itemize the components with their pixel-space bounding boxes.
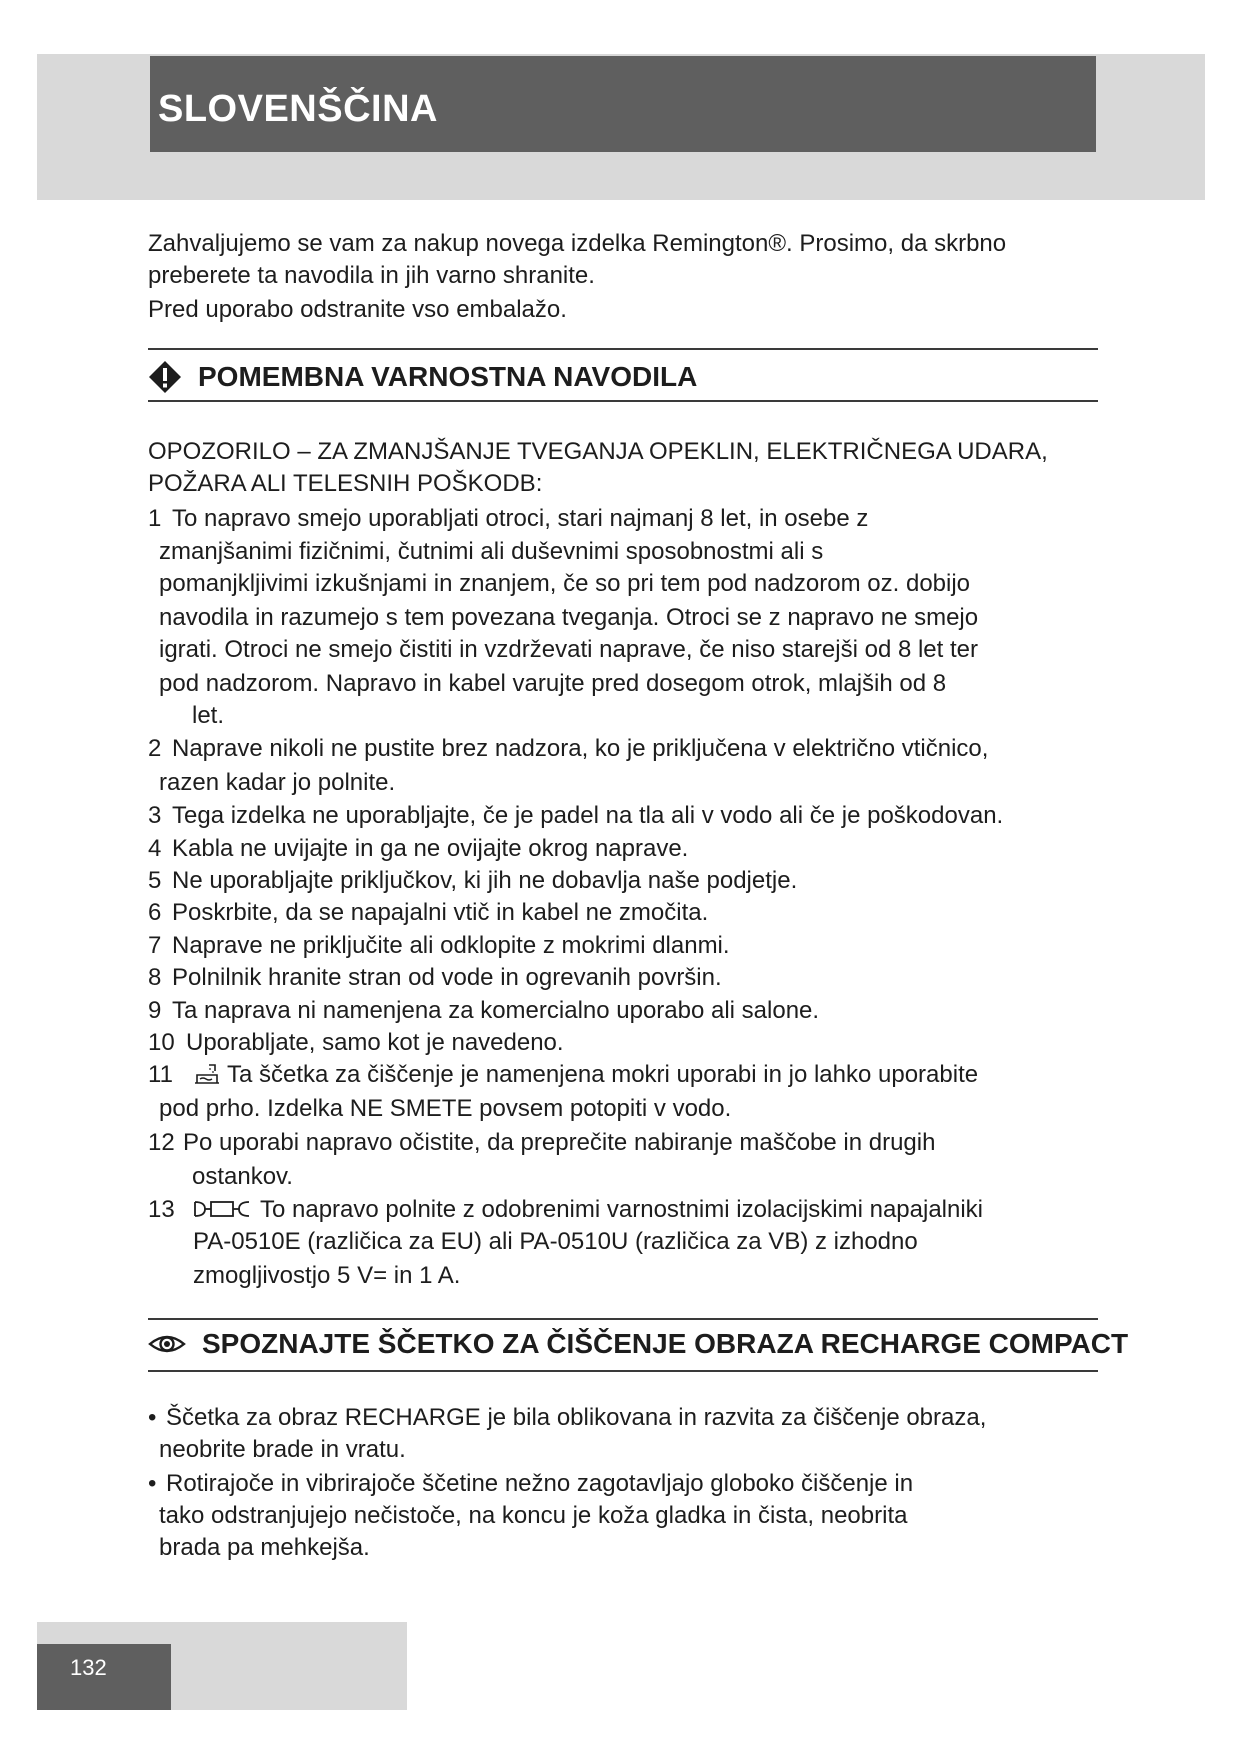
item-number: 3 [148, 802, 162, 829]
item-line: To napravo smejo uporabljati otroci, stari najmanj 8 let, in osebe z [172, 505, 869, 532]
bullet: • [148, 1404, 157, 1431]
item-number: 5 [148, 867, 162, 894]
warning-diamond-icon [148, 360, 182, 394]
warning-line-1: OPOZORILO – ZA ZMANJŠANJE TVEGANJA OPEKLIN, ELEKTRIČNEGA UDARA, [148, 438, 1048, 465]
item-line: Poskrbite, da se napajalni vtič in kabel ne zmočita. [172, 899, 709, 926]
item-number: 10 [148, 1029, 175, 1056]
item-number: 13 [148, 1196, 175, 1223]
item-number: 2 [148, 735, 162, 762]
page-title: SLOVENŠČINA [158, 88, 438, 130]
item-line: let. [192, 702, 225, 729]
item-line: razen kadar jo polnite. [159, 769, 396, 796]
item-line: neobrite brade in vratu. [159, 1436, 406, 1463]
item-line: Kabla ne uvijajte in ga ne ovijajte okrog naprave. [172, 835, 689, 862]
item-line: Ta naprava ni namenjena za komercialno uporabo ali salone. [172, 997, 820, 1024]
item-line: Ta ščetka za čiščenje je namenjena mokri uporabi in jo lahko uporabite [227, 1061, 979, 1088]
section-rule-top [148, 348, 1098, 350]
item-line: Tega izdelka ne uporabljajte, če je padel na tla ali v vodo ali če je poškodovan. [172, 802, 1004, 829]
eye-icon [148, 1330, 186, 1358]
bullet: • [148, 1470, 157, 1497]
item-line: tako odstranjujejo nečistoče, na koncu je koža gladka in čista, neobrita [159, 1502, 908, 1529]
item-number: 12 [148, 1129, 175, 1156]
item-number: 4 [148, 835, 162, 862]
item-line: ostankov. [192, 1163, 293, 1190]
item-line: Polnilnik hranite stran od vode in ogrevanih površin. [172, 964, 722, 991]
section-rule-bottom [148, 1370, 1098, 1372]
item-line: Uporabljate, samo kot je navedeno. [186, 1029, 564, 1056]
item-line: pod nadzorom. Napravo in kabel varujte pred dosegom otrok, mlajših od 8 [159, 670, 947, 697]
item-number: 11 [148, 1061, 173, 1088]
item-line: navodila in razumejo s tem povezana tveganja. Otroci se z napravo ne smejo [159, 604, 979, 631]
intro-line-2: preberete ta navodila in jih varno shranite. [148, 262, 595, 289]
item-line: Ne uporabljajte priključkov, ki jih ne dobavlja naše podjetje. [172, 867, 798, 894]
item-line: To napravo polnite z odobrenimi varnostnimi izolacijskimi napajalniki [260, 1196, 984, 1223]
product-heading-text: SPOZNAJTE ŠČETKO ZA ČIŠČENJE OBRAZA RECHARGE COMPACT [202, 1328, 1129, 1359]
item-line: zmanjšanimi fizičnimi, čutnimi ali duševnimi sposobnostmi ali s [159, 538, 824, 565]
safety-isolating-transformer-icon [193, 1197, 251, 1230]
item-line: pod prho. Izdelka NE SMETE povsem potopiti v vodo. [159, 1095, 732, 1122]
safety-heading-text: POMEMBNA VARNOSTNA NAVODILA [198, 361, 698, 392]
item-line: Ščetka za obraz RECHARGE je bila oblikovana in razvita za čiščenje obraza, [166, 1404, 987, 1431]
item-number: 6 [148, 899, 162, 926]
item-line: pomanjkljivimi izkušnjami in znanjem, če so pri tem pod nadzorom oz. dobijo [159, 570, 971, 597]
item-line: zmogljivostjo 5 V= in 1 A. [193, 1262, 461, 1289]
item-number: 7 [148, 932, 162, 959]
item-line: brada pa mehkejša. [159, 1534, 370, 1561]
warning-line-2: POŽARA ALI TELESNIH POŠKODB: [148, 470, 543, 497]
item-number: 9 [148, 997, 162, 1024]
intro-line-3: Pred uporabo odstranite vso embalažo. [148, 296, 567, 323]
item-line: Po uporabi napravo očistite, da preprečite nabiranje maščobe in drugih [183, 1129, 936, 1156]
item-line: Naprave nikoli ne pustite brez nadzora, ko je priključena v električno vtičnico, [172, 735, 989, 762]
section-rule-bottom [148, 400, 1098, 402]
item-number: 1 [148, 505, 162, 532]
item-line: Naprave ne priključite ali odklopite z mokrimi dlanmi. [172, 932, 730, 959]
safety-heading [148, 360, 697, 394]
item-line: igrati. Otroci ne smejo čistiti in vzdrževati naprave, če niso starejši od 8 let ter [159, 636, 978, 663]
item-number: 8 [148, 964, 162, 991]
item-line: Rotirajoče in vibrirajoče ščetine nežno zagotavljajo globoko čiščenje in [166, 1470, 914, 1497]
intro-line-1: Zahvaljujemo se vam za nakup novega izdelka Remington®. Prosimo, da skrbno [148, 230, 1007, 257]
page-number: 132 [70, 1655, 107, 1680]
section-rule-top [148, 1318, 1098, 1320]
product-heading [148, 1328, 1128, 1360]
item-line: PA-0510E (različica za EU) ali PA-0510U (različica za VB) z izhodno [193, 1228, 918, 1255]
shower-icon [192, 1061, 222, 1097]
